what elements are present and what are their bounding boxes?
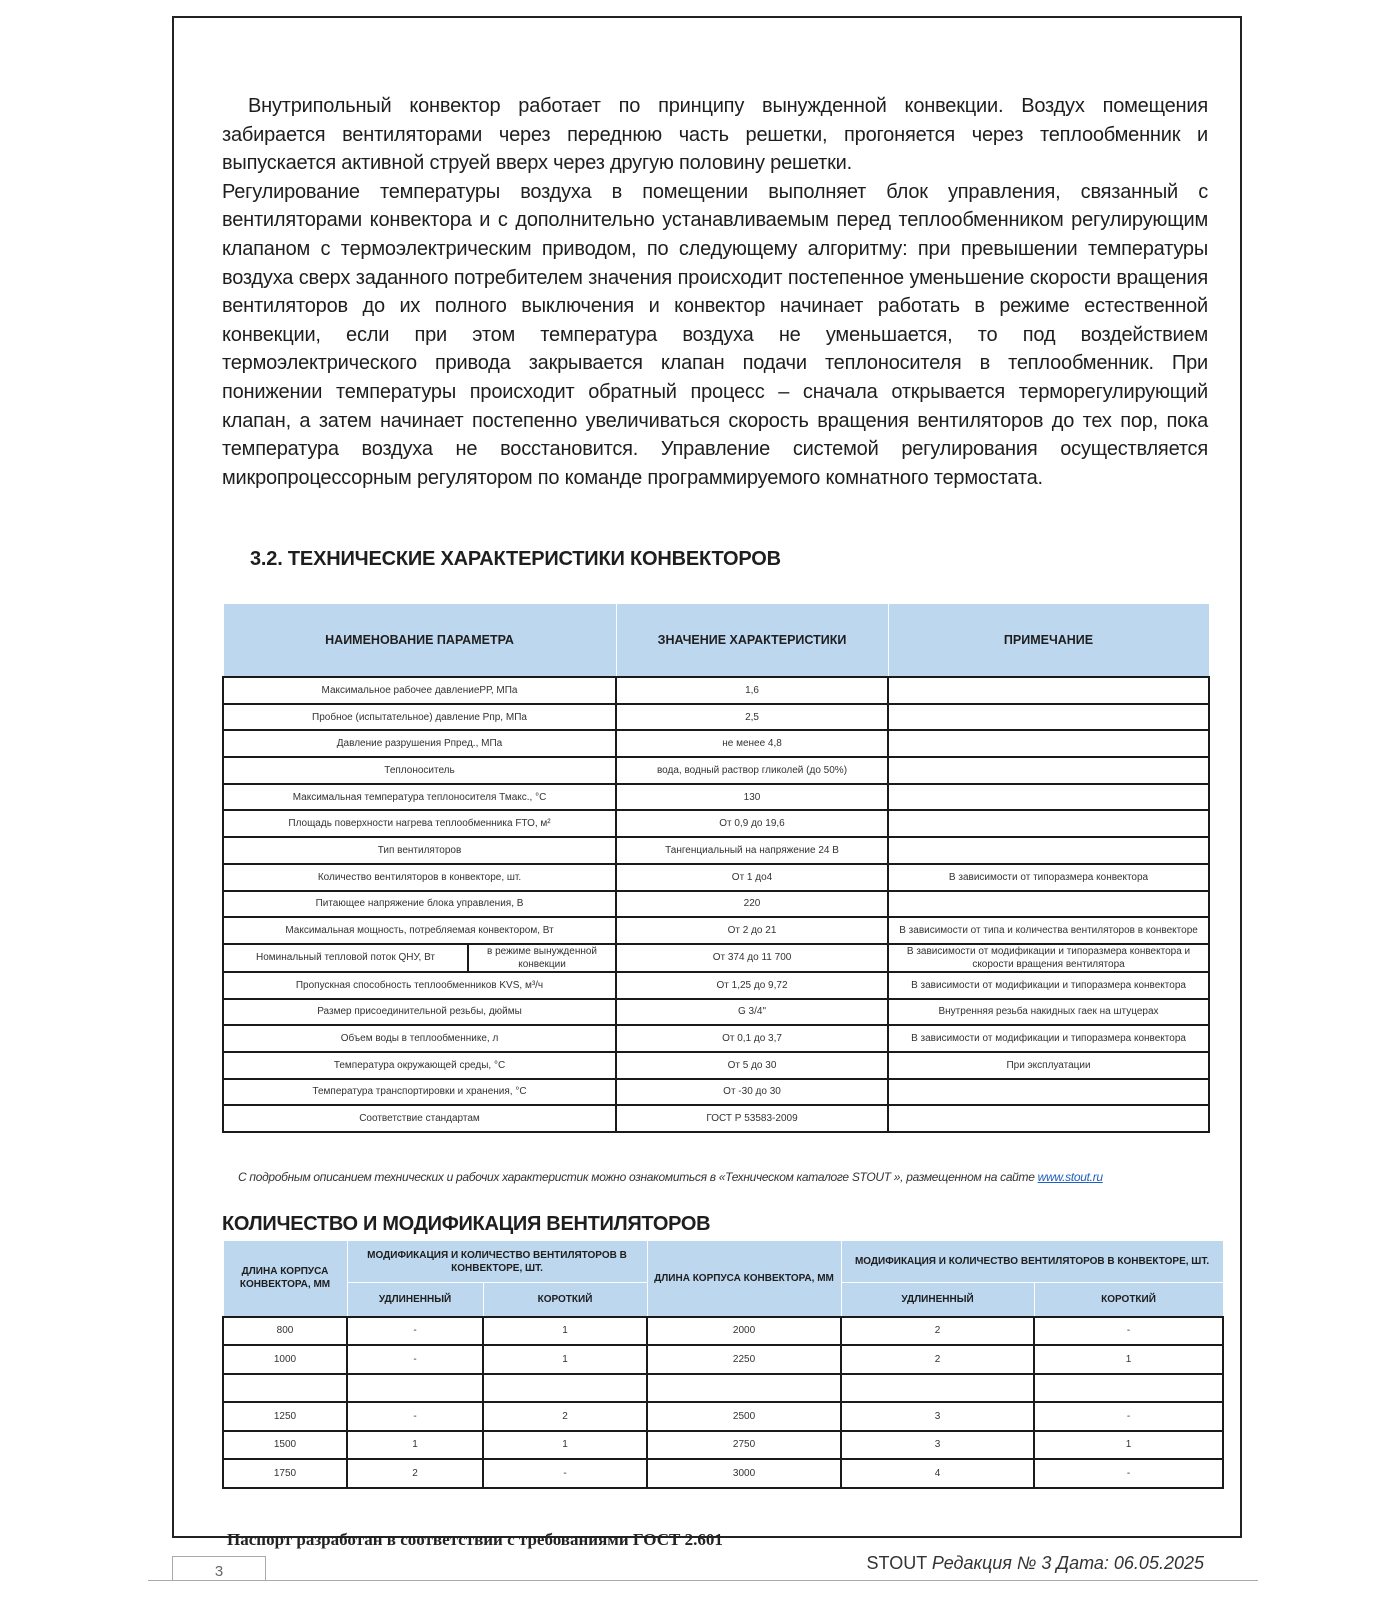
header-length-right: ДЛИНА КОРПУСА КОНВЕКТОРА, ММ — [647, 1241, 841, 1317]
spec-table-row — [223, 810, 1209, 837]
fan-table-cell: - — [347, 1402, 483, 1431]
fan-table-cell: 1750 — [223, 1459, 347, 1488]
spec-table-row — [223, 837, 1209, 864]
value-cell: ГОСТ Р 53583-2009 — [616, 1105, 888, 1132]
fan-table-cell: - — [1034, 1317, 1223, 1346]
footer-revision — [867, 1553, 1204, 1574]
footer-revision-date: Редакция № 3 Дата: 06.05.2025 — [931, 1553, 1204, 1573]
value-cell: От -30 до 30 — [616, 1079, 888, 1106]
value-cell: 2,5 — [616, 704, 888, 731]
spec-table-row — [223, 784, 1209, 811]
header-length-left: ДЛИНА КОРПУСА КОНВЕКТОРА, ММ — [223, 1241, 347, 1317]
fan-table-cell: 3000 — [647, 1459, 841, 1488]
note-cell: В зависимости от модификации и типоразмера конвектора — [888, 1025, 1209, 1052]
value-cell: 1,6 — [616, 677, 888, 704]
spec-section-heading: 3.2. ТЕХНИЧЕСКИЕ ХАРАКТЕРИСТИКИ КОНВЕКТОРОВ — [250, 548, 781, 570]
note-cell: В зависимости от модификации и типоразмера конвектора и скорости вращения вентилятора — [888, 944, 1209, 972]
fan-table-cell: 2 — [841, 1345, 1034, 1374]
fan-table-cell: 1 — [483, 1345, 647, 1374]
spec-footnote — [238, 1170, 1103, 1184]
fan-table-cell: 1 — [483, 1317, 647, 1346]
intro-text — [222, 92, 1208, 492]
spec-table-row — [223, 1025, 1209, 1052]
param-cell: Максимальная температура теплоносителя Тмакс., °С — [223, 784, 616, 811]
fan-table-cell — [483, 1374, 647, 1403]
note-cell — [888, 1105, 1209, 1132]
fan-table-cell: 3 — [841, 1431, 1034, 1460]
footnote-text: С подробным описанием технических и рабочих характеристик можно ознакомиться в «Техническом каталоге STOUT », размещенном на сайте — [238, 1170, 1038, 1184]
note-cell — [888, 730, 1209, 757]
fan-table — [222, 1240, 1224, 1489]
param-cell: Объем воды в теплообменнике, л — [223, 1025, 616, 1052]
footer-divider — [148, 1580, 1258, 1581]
stout-website-link[interactable]: www.stout.ru — [1037, 1170, 1103, 1184]
param-cell: Температура транспортировки и хранения, °С — [223, 1079, 616, 1106]
spec-table-row — [223, 677, 1209, 704]
fan-table-cell: 2250 — [647, 1345, 841, 1374]
value-cell: От 5 до 30 — [616, 1052, 888, 1079]
value-cell: От 1 до4 — [616, 864, 888, 891]
footer-brand: STOUT — [866, 1553, 927, 1573]
fan-table-cell: 1 — [1034, 1345, 1223, 1374]
param-cell: Теплоноситель — [223, 757, 616, 784]
value-cell: От 1,25 до 9,72 — [616, 972, 888, 999]
fan-table-cell: 800 — [223, 1317, 347, 1346]
fan-table-cell: 1 — [347, 1431, 483, 1460]
intro-paragraph-2: Регулирование температуры воздуха в помещении выполняет блок управления, связанный с вентиляторами конвектора и с дополнительно устанавливаемым перед теплообменником регулирующим клапаном с термоэлектрическим приводом, по следующему алгоритму: при превышении температуры воздуха сверх заданного потребителем значения происходит постепенное уменьшение скорости вращения вентиляторов до их полного выключения и конвектор начинает работать в режиме естественной конвекции, если при этом температура воздуха не уменьшается, то под воздействием термоэлектрического привода закрывается клапан подачи теплоносителя в теплообменник. При понижении температуры происходит обратный процесс – сначала открывается терморегулирующий клапан, а затем начинает постепенно увеличиваться скорость вращения вентиляторов до тех пор, пока температура воздуха не восстановится. Управление системой регулирования осуществляется микропроцессорным регулятором по команде программируемого комнатного термостата. — [222, 180, 1208, 489]
param-cell: Соответствие стандартам — [223, 1105, 616, 1132]
spec-table-row — [223, 1079, 1209, 1106]
header-long-left: УДЛИНЕННЫЙ — [347, 1283, 483, 1317]
fan-table-cell: 2500 — [647, 1402, 841, 1431]
param-cell: Пропускная способность теплообменников KVS, м³/ч — [223, 972, 616, 999]
fan-table-cell — [841, 1374, 1034, 1403]
fan-table-cell — [223, 1374, 347, 1403]
fan-table-cell — [647, 1374, 841, 1403]
note-cell — [888, 784, 1209, 811]
fan-table-cell: - — [1034, 1459, 1223, 1488]
fan-table-cell: 4 — [841, 1459, 1034, 1488]
note-cell — [888, 757, 1209, 784]
spec-table-row — [223, 972, 1209, 999]
intro-paragraph-1: Внутрипольный конвектор работает по принципу вынужденной конвекции. Воздух помещения забирается вентиляторами через переднюю часть решетки, прогоняется через теплообменник и выпускается активной струей вверх через другую половину решетки. — [222, 95, 1208, 175]
spec-table-row — [223, 757, 1209, 784]
subparam-cell: в режиме вынужденной конвекции — [468, 944, 616, 972]
param-cell: Размер присоединительной резьбы, дюймы — [223, 999, 616, 1026]
fan-table-row — [223, 1317, 1223, 1346]
column-header-parameter: НАИМЕНОВАНИЕ ПАРАМЕТРА — [223, 604, 616, 677]
fan-table-cell: 1 — [483, 1431, 647, 1460]
spec-table-row — [223, 999, 1209, 1026]
param-cell: Количество вентиляторов в конвекторе, шт. — [223, 864, 616, 891]
param-cell: Питающее напряжение блока управления, В — [223, 891, 616, 918]
column-header-value: ЗНАЧЕНИЕ ХАРАКТЕРИСТИКИ — [616, 604, 888, 677]
spec-table-row — [223, 944, 1209, 972]
header-mod-left: МОДИФИКАЦИЯ И КОЛИЧЕСТВО ВЕНТИЛЯТОРОВ В КОНВЕКТОРЕ, ШТ. — [347, 1241, 647, 1283]
note-cell — [888, 677, 1209, 704]
param-cell: Максимальное рабочее давлениеPР, МПа — [223, 677, 616, 704]
fan-table-row — [223, 1374, 1223, 1403]
note-cell — [888, 810, 1209, 837]
fan-table-cell: 2 — [483, 1402, 647, 1431]
note-cell: В зависимости от типа и количества вентиляторов в конвекторе — [888, 917, 1209, 944]
fan-table-cell: 2000 — [647, 1317, 841, 1346]
spec-table-row — [223, 730, 1209, 757]
fan-table-cell: - — [483, 1459, 647, 1488]
header-long-right: УДЛИНЕННЫЙ — [841, 1283, 1034, 1317]
fan-table-cell: 1 — [1034, 1431, 1223, 1460]
fan-table-cell: - — [347, 1317, 483, 1346]
note-cell: При эксплуатации — [888, 1052, 1209, 1079]
fan-table-cell: 2 — [841, 1317, 1034, 1346]
value-cell: От 0,9 до 19,6 — [616, 810, 888, 837]
note-cell — [888, 837, 1209, 864]
param-cell: Максимальная мощность, потребляемая конвектором, Вт — [223, 917, 616, 944]
param-cell: Пробное (испытательное) давление Рпр, МПа — [223, 704, 616, 731]
fan-table-cell: - — [1034, 1402, 1223, 1431]
header-short-right: КОРОТКИЙ — [1034, 1283, 1223, 1317]
fan-table-cell: 2750 — [647, 1431, 841, 1460]
note-cell: В зависимости от модификации и типоразмера конвектора — [888, 972, 1209, 999]
value-cell: От 2 до 21 — [616, 917, 888, 944]
spec-table-row — [223, 1052, 1209, 1079]
value-cell: 130 — [616, 784, 888, 811]
value-cell: вода, водный раствор гликолей (до 50%) — [616, 757, 888, 784]
value-cell: От 0,1 до 3,7 — [616, 1025, 888, 1052]
spec-table-header — [223, 604, 1209, 677]
header-short-left: КОРОТКИЙ — [483, 1283, 647, 1317]
note-cell: В зависимости от типоразмера конвектора — [888, 864, 1209, 891]
fan-table-cell: 3 — [841, 1402, 1034, 1431]
param-cell: Номинальный тепловой поток QНУ, Вт — [223, 944, 468, 972]
param-cell: Тип вентиляторов — [223, 837, 616, 864]
note-cell: Внутренняя резьба накидных гаек на штуцерах — [888, 999, 1209, 1026]
fan-table-cell: 1500 — [223, 1431, 347, 1460]
spec-table — [222, 604, 1210, 1133]
param-cell: Площадь поверхности нагрева теплообменника FТО, м² — [223, 810, 616, 837]
value-cell: G 3/4" — [616, 999, 888, 1026]
fan-table-cell: 1000 — [223, 1345, 347, 1374]
param-cell: Давление разрушения Рпред., МПа — [223, 730, 616, 757]
value-cell: От 374 до 11 700 — [616, 944, 888, 972]
page-number: 3 — [172, 1556, 266, 1581]
spec-table-row — [223, 704, 1209, 731]
note-cell — [888, 1079, 1209, 1106]
fan-table-row — [223, 1402, 1223, 1431]
fan-table-cell: 2 — [347, 1459, 483, 1488]
fan-table-cell: - — [347, 1345, 483, 1374]
param-cell: Температура окружающей среды, °С — [223, 1052, 616, 1079]
column-header-note: ПРИМЕЧАНИЕ — [888, 604, 1209, 677]
spec-table-row — [223, 917, 1209, 944]
spec-table-row — [223, 891, 1209, 918]
value-cell: 220 — [616, 891, 888, 918]
spec-table-row — [223, 864, 1209, 891]
note-cell — [888, 704, 1209, 731]
value-cell: Тангенциальный на напряжение 24 В — [616, 837, 888, 864]
note-cell — [888, 891, 1209, 918]
gost-note: Паспорт разработан в соответствии с требованиями ГОСТ 2.601 — [227, 1530, 723, 1549]
fan-table-cell — [347, 1374, 483, 1403]
spec-table-row — [223, 1105, 1209, 1132]
fan-section-heading: КОЛИЧЕСТВО И МОДИФИКАЦИЯ ВЕНТИЛЯТОРОВ — [222, 1213, 711, 1235]
fan-table-cell — [1034, 1374, 1223, 1403]
header-mod-right: МОДИФИКАЦИЯ И КОЛИЧЕСТВО ВЕНТИЛЯТОРОВ В КОНВЕКТОРЕ, ШТ. — [841, 1241, 1223, 1283]
fan-table-row — [223, 1459, 1223, 1488]
fan-table-row — [223, 1431, 1223, 1460]
fan-table-cell: 1250 — [223, 1402, 347, 1431]
fan-table-row — [223, 1345, 1223, 1374]
value-cell: не менее 4,8 — [616, 730, 888, 757]
